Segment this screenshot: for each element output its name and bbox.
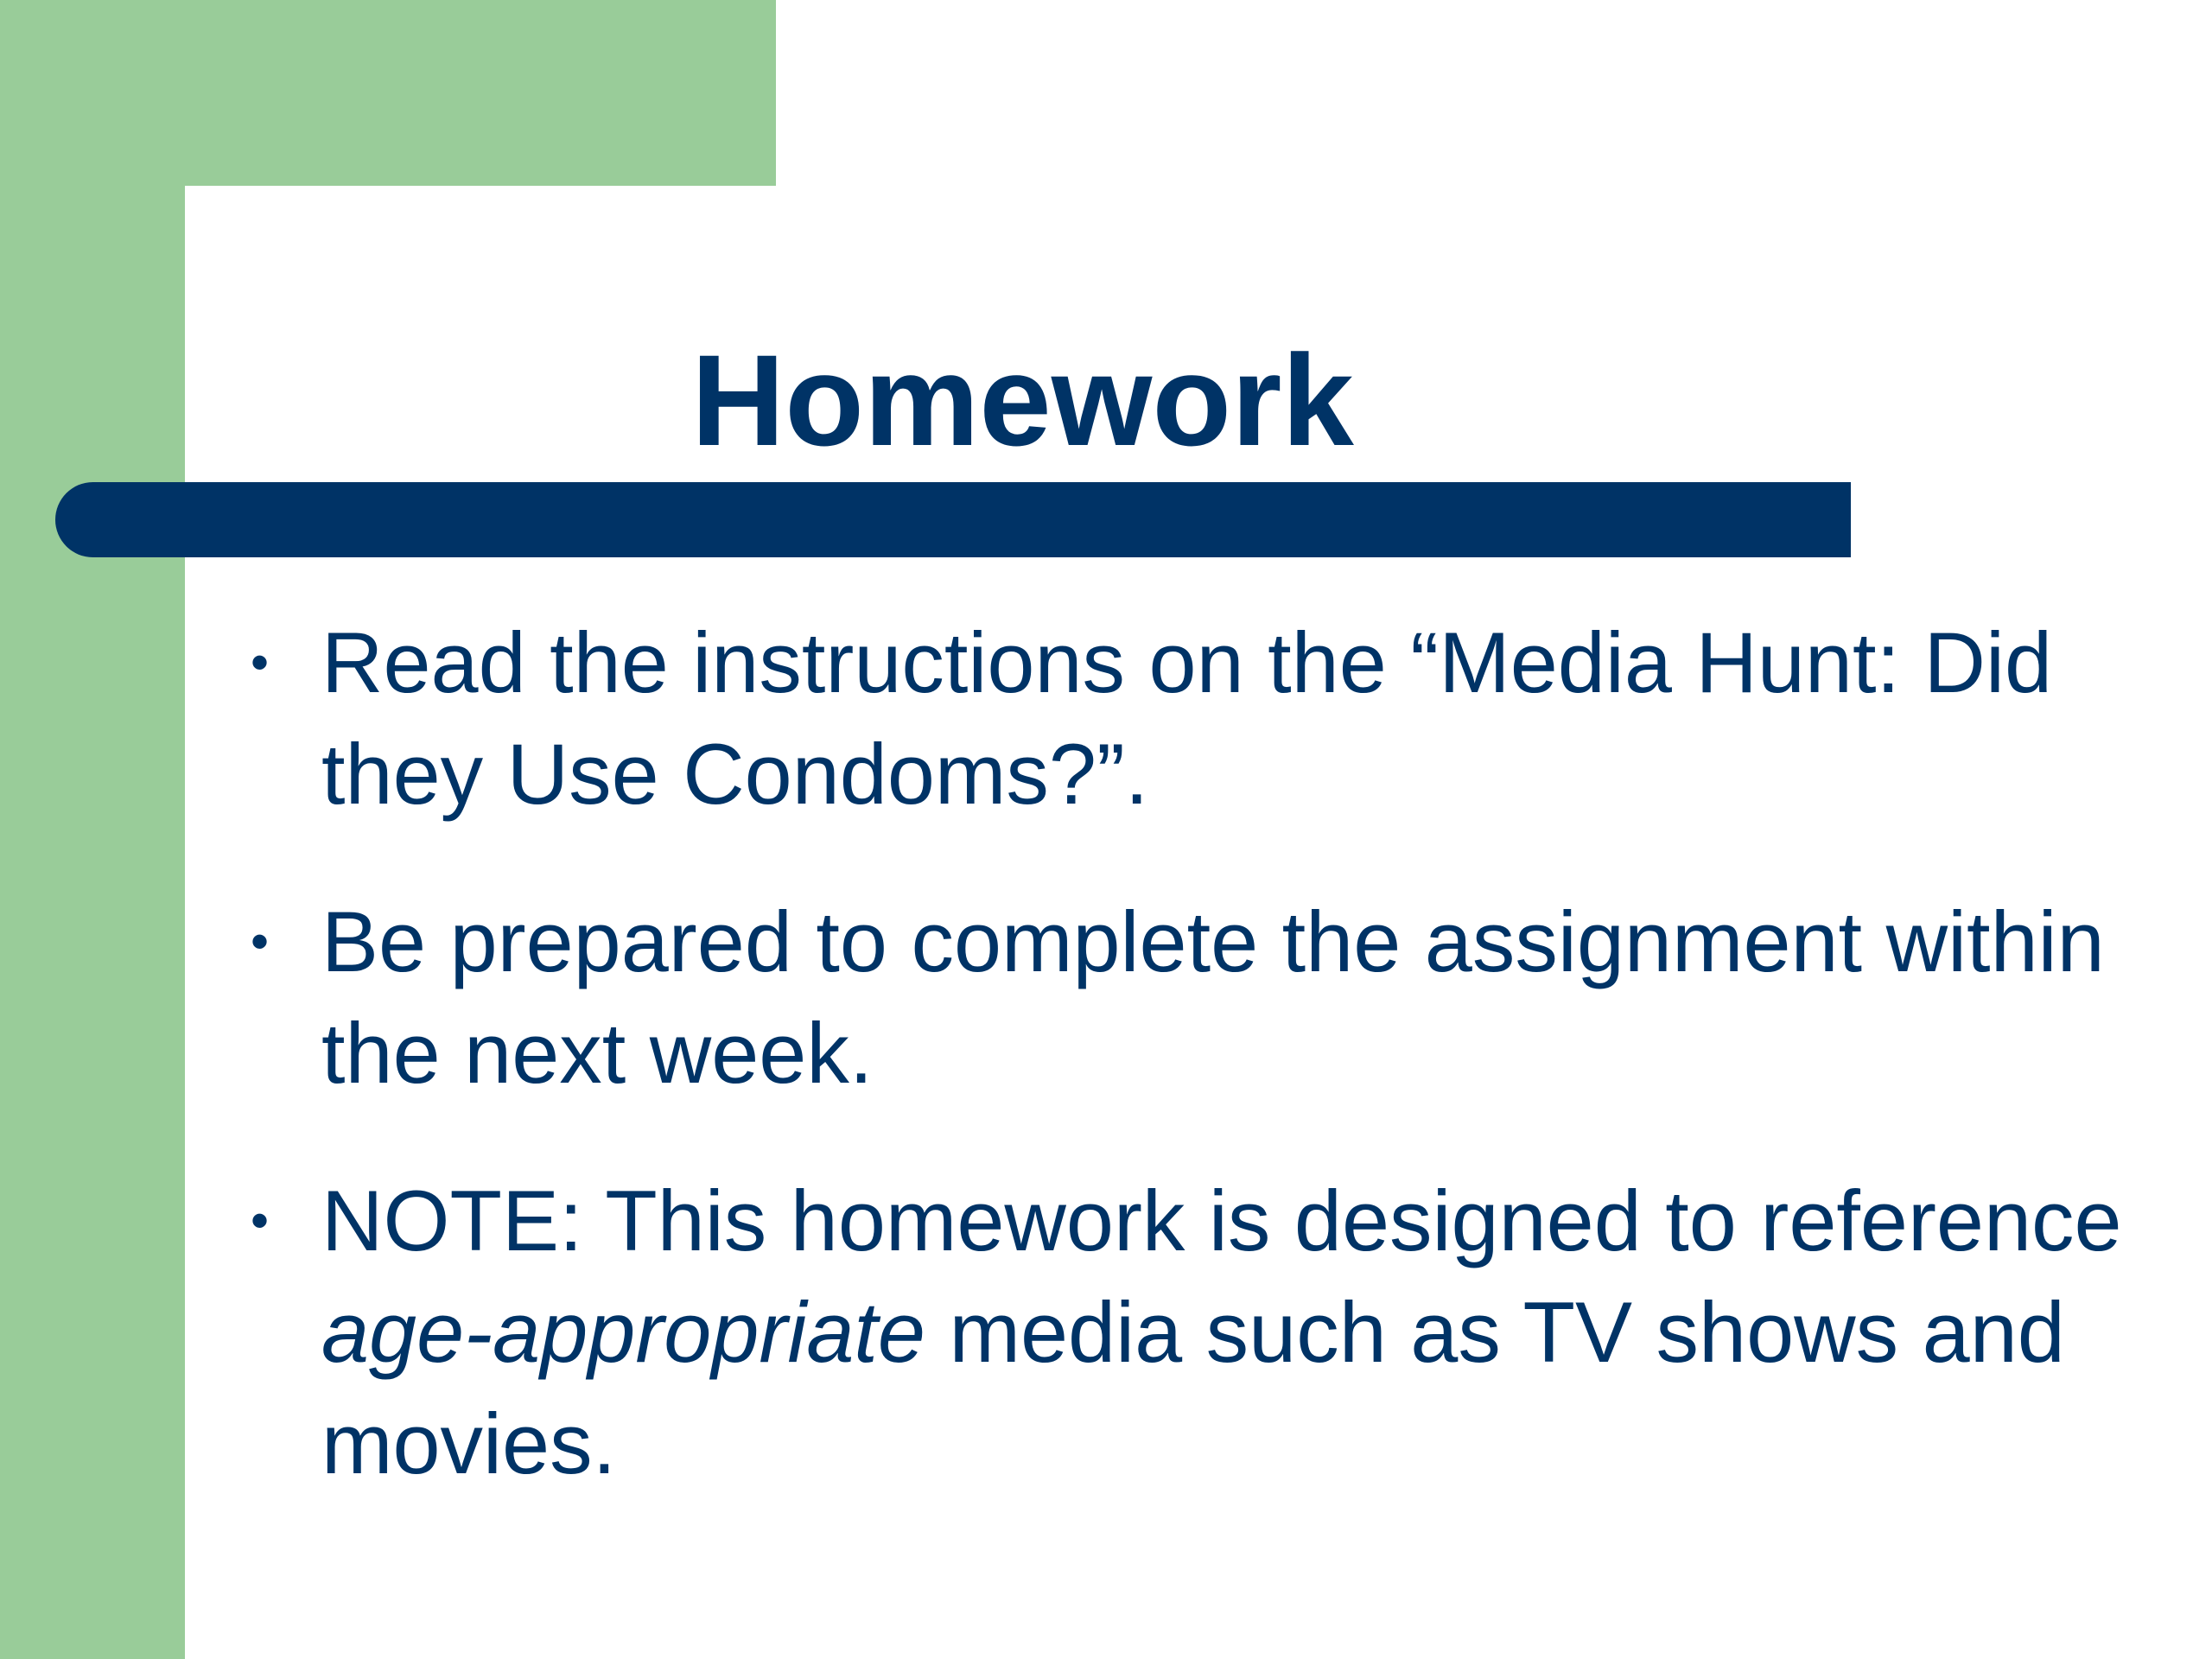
note-text-suffix: media such as TV shows and movies. (321, 1284, 2065, 1491)
bullet-text: Read the instructions on the “Media Hunt: Did they Use Condoms?”. (321, 614, 2053, 822)
green-left-band (0, 0, 185, 1659)
bullet-text-note (321, 1165, 2188, 1499)
bullet-dot-icon: • (251, 1192, 270, 1249)
note-text-prefix: NOTE: This homework is designed to reference (321, 1173, 2122, 1268)
note-text-emphasis: age-appropriate (321, 1284, 925, 1380)
title-underline-bar (55, 482, 1851, 557)
bullet-text: Be prepared to complete the assignment within the next week. (321, 893, 2105, 1101)
slide-title: Homework (691, 327, 1354, 473)
bullet-dot-icon: • (251, 912, 270, 970)
bullet-dot-icon: • (251, 633, 270, 691)
